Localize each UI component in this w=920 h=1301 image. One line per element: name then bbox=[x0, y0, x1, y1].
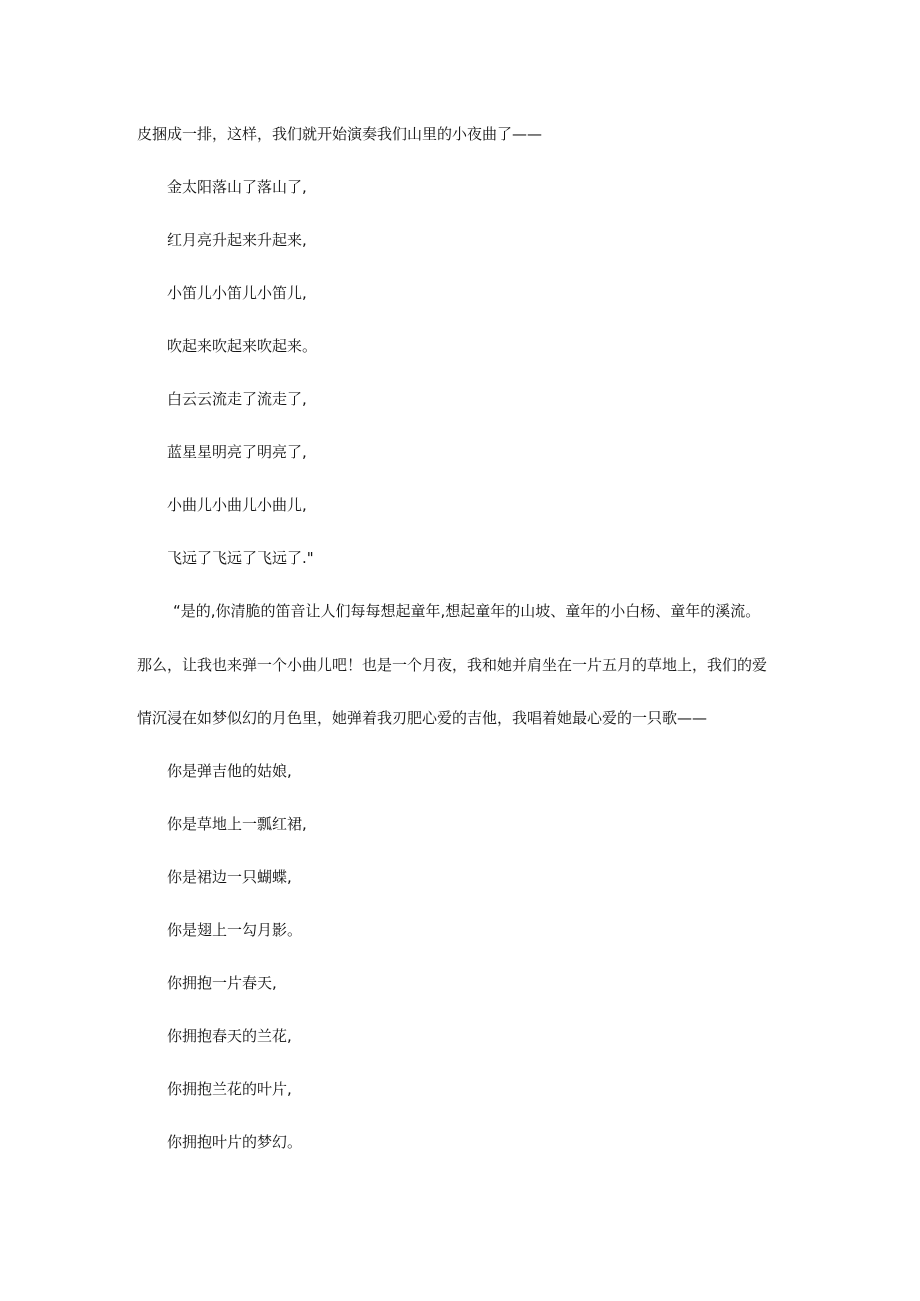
song-two-line-5: 你拥抱一片春天, bbox=[167, 974, 277, 992]
paragraph-middle-line-3: 情沉浸在如梦似幻的月色里，她弹着我刃肥心爱的吉他，我唱着她最心爱的一只歌—— bbox=[137, 709, 708, 727]
song-two-line-6: 你拥抱春天的兰花, bbox=[167, 1027, 292, 1045]
song-two-line-2: 你是草地上一瓢红裙, bbox=[167, 815, 307, 833]
song-one-line-4: 吹起来吹起来吹起来。 bbox=[167, 337, 318, 355]
song-two-line-1: 你是弹吉他的姑娘, bbox=[167, 762, 292, 780]
song-two-line-4: 你是翅上一勾月影。 bbox=[167, 921, 303, 939]
song-one-line-3: 小笛儿小笛儿小笛儿, bbox=[167, 284, 307, 302]
song-one-line-6: 蓝星星明亮了明亮了, bbox=[167, 443, 307, 461]
song-one-line-8: 飞远了飞远了飞远了." bbox=[167, 549, 314, 567]
song-one-line-5: 白云云流走了流走了, bbox=[167, 390, 307, 408]
song-one-line-2: 红月亮升起来升起来, bbox=[167, 231, 307, 249]
song-one-line-7: 小曲儿小曲儿小曲儿, bbox=[167, 496, 307, 514]
paragraph-top: 皮捆成一排，这样，我们就开始演奏我们山里的小夜曲了—— bbox=[137, 125, 543, 143]
song-one-line-1: 金太阳落山了落山了, bbox=[167, 178, 307, 196]
song-two-line-7: 你拥抱兰花的叶片, bbox=[167, 1080, 292, 1098]
song-two-line-3: 你是裙边一只蝴蝶, bbox=[167, 868, 292, 886]
paragraph-middle-line-1: “是的,你清脆的笛音让人们每每想起童年,想起童年的山坡、童年的小白杨、童年的溪流。 bbox=[173, 602, 761, 620]
paragraph-middle-line-2: 那么，让我也来弹一个小曲儿吧！也是一个月夜，我和她并肩坐在一片五月的草地上，我们的爱 bbox=[137, 656, 768, 674]
song-two-line-8: 你拥抱叶片的梦幻。 bbox=[167, 1133, 303, 1151]
